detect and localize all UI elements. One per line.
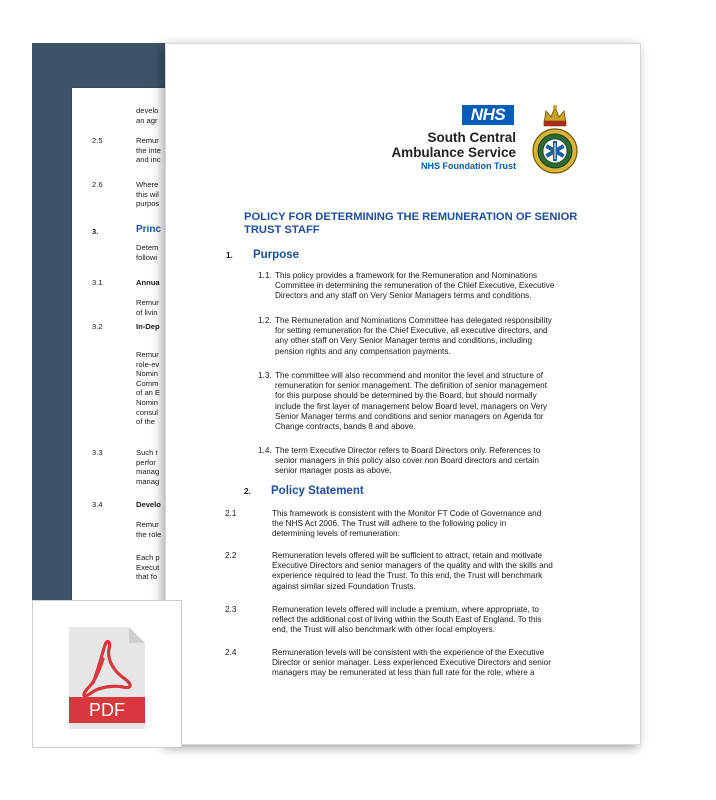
paragraph <box>272 605 541 636</box>
paragraph-line: the NHS Act 2006. The Trust will adhere to the following policy in <box>272 519 507 529</box>
back-text-line: Remur <box>136 298 159 307</box>
paragraph-number: 1.1. <box>258 271 272 280</box>
back-text-line: Comm <box>136 378 159 388</box>
back-text-line: manag <box>136 476 160 486</box>
back-text-line: of the <box>136 417 155 427</box>
paragraph-number: 1.3. <box>258 371 272 380</box>
paragraph-number: 2.4 <box>225 648 237 657</box>
back-paragraph-number: 2.5 <box>92 136 103 145</box>
paragraph-number: 1.2. <box>258 316 272 325</box>
paragraph-line: any other staff on Very Senior Manager terms and conditions, including <box>275 336 532 346</box>
paragraph-line: senior manager posts as above. <box>275 466 392 476</box>
back-text-line: Nomin <box>136 369 158 379</box>
section-number: 1. <box>226 251 233 260</box>
back-text-line: manag <box>136 467 160 477</box>
paragraph <box>272 509 541 540</box>
back-paragraph-number: 3.3 <box>92 448 103 457</box>
back-text-line: Remur <box>136 520 159 529</box>
back-text-line: that fo <box>136 572 158 582</box>
org-name-line1: South Central <box>427 130 516 145</box>
paragraph <box>272 648 551 679</box>
back-text-line: the inte <box>136 145 161 155</box>
back-text-line: and inc <box>136 155 161 165</box>
pdf-file-card[interactable] <box>32 600 182 748</box>
title-line: POLICY FOR DETERMINING THE REMUNERATION OF SENIOR <box>244 211 578 223</box>
paragraph-line: pension rights and any compensation payments. <box>275 346 451 356</box>
pdf-label: PDF <box>89 700 125 720</box>
paragraph-line: managers may be remunerated at less than full rate for the role, where a <box>272 668 535 678</box>
nhs-logo: NHS <box>462 105 514 125</box>
paragraph <box>275 271 554 302</box>
paragraph-line: for setting remuneration for the Chief Executive, all executive directors, and <box>275 326 548 336</box>
back-text-line: Where <box>136 180 159 189</box>
back-text-line: Each p <box>136 553 160 562</box>
paragraph-number: 2.1 <box>225 509 237 518</box>
back-text-line: Develo <box>136 500 161 509</box>
paragraph-line: remuneration for senior management. The definition of senior management <box>275 381 548 391</box>
paragraph-line: end, the Trust will also benchmark with other local employers. <box>272 625 495 635</box>
back-paragraph-number: 2.6 <box>92 180 103 189</box>
back-text-line: Remur <box>136 136 159 145</box>
section-number: 2. <box>244 487 251 496</box>
back-paragraph-number: 3. <box>92 227 99 236</box>
paragraph-line: Executive Directors and senior managers of the quality and with the skills and <box>272 561 553 571</box>
paragraph-line: Committee in determining the remuneration of the Chief Executive, Executive <box>275 281 555 291</box>
paragraph-line: determining levels of remuneration: <box>272 529 400 539</box>
back-text-line: of livin <box>136 307 158 317</box>
paragraph-line: Change contracts, bands 8 and above. <box>275 422 416 432</box>
back-text-line: the role <box>136 529 162 539</box>
paragraph-line: The term Executive Director refers to Board Directors only. References to <box>275 446 541 455</box>
paragraph-line: Senior Manager terms and conditions and senior managers on Agenda for <box>275 411 544 421</box>
paragraph-line: against similar sized Foundation Trusts. <box>272 581 416 591</box>
crest-emblem-icon <box>530 101 580 181</box>
paragraph-line: Remuneration levels offered will be sufficient to attract, retain and motivate <box>272 551 543 560</box>
front-document-page <box>165 43 641 745</box>
paragraph-line: include the first layer of management below Board level, managers on Very <box>275 401 548 411</box>
paragraph-number: 2.2 <box>225 551 237 560</box>
paragraph-number: 1.4. <box>258 446 272 455</box>
back-text-line: role-ev <box>136 359 160 369</box>
paragraph-line: This policy provides a framework for the Remuneration and Nominations <box>275 271 538 280</box>
paragraph-line: This framework is consistent with the Monitor FT Code of Governance and <box>272 509 542 518</box>
paragraph-line: for this purpose should be determined by the Board, but should normally <box>275 391 537 401</box>
org-subtitle: NHS Foundation Trust <box>421 161 516 171</box>
paragraph-line: Director or senior manager. Less experienced Executive Directors and senior <box>272 658 551 668</box>
paragraph <box>275 446 540 477</box>
paragraph-line: Remuneration levels will be consistent with the experience of the Executive <box>272 648 545 657</box>
paragraph-number: 2.3 <box>225 605 237 614</box>
back-text-line: develo <box>136 106 159 115</box>
org-name-line2: Ambulance Service <box>391 145 516 160</box>
paragraph-line: Remuneration levels offered will include a premium, where appropriate, to <box>272 605 539 614</box>
back-paragraph-number: 3.2 <box>92 322 103 331</box>
back-text-line: Execut <box>136 562 160 572</box>
paragraph-line: experience required to lead the Trust. To this end, the Trust will benchmark <box>272 571 543 581</box>
title-line: TRUST STAFF <box>244 224 320 236</box>
paragraph-line: Directors and any staff on Very Senior Managers terms and conditions. <box>275 291 532 301</box>
paragraph-line: The Remuneration and Nominations Committee has delegated responsibility <box>275 316 552 325</box>
back-text-line: Detem <box>136 243 159 252</box>
paragraph <box>275 371 547 432</box>
back-text-line: perfor <box>136 457 156 467</box>
back-text-line: Princ <box>136 225 162 235</box>
back-paragraph-number: 3.1 <box>92 278 103 287</box>
back-text-line: of an E <box>136 388 161 398</box>
back-text-line: this wil <box>136 189 159 199</box>
back-text-line: Annua <box>136 278 160 287</box>
back-text-line: Such r <box>136 448 158 457</box>
paragraph <box>272 551 553 592</box>
back-text-line: Nomin <box>136 397 158 407</box>
document-title <box>244 211 624 237</box>
section-title: Policy Statement <box>271 485 364 497</box>
back-text-line: In-Dep <box>136 322 160 331</box>
back-text-line: an agr <box>136 115 158 125</box>
paragraph-line: reflect the additional cost of living within the South East of England. To this <box>272 615 542 625</box>
paragraph <box>275 316 552 357</box>
paragraph-line: senior managers in this policy also cover non Board directors and certain <box>275 456 539 466</box>
paragraph-line: The committee will also recommend and monitor the level and structure of <box>275 371 544 380</box>
back-paragraph-number: 3.4 <box>92 500 103 509</box>
back-text-line: followi <box>136 252 158 262</box>
back-text-line: purpos <box>136 199 160 209</box>
back-text-line: consul <box>136 407 158 417</box>
back-text-line: Remur <box>136 350 159 359</box>
pdf-file-icon <box>33 601 183 749</box>
section-title: Purpose <box>253 249 300 261</box>
